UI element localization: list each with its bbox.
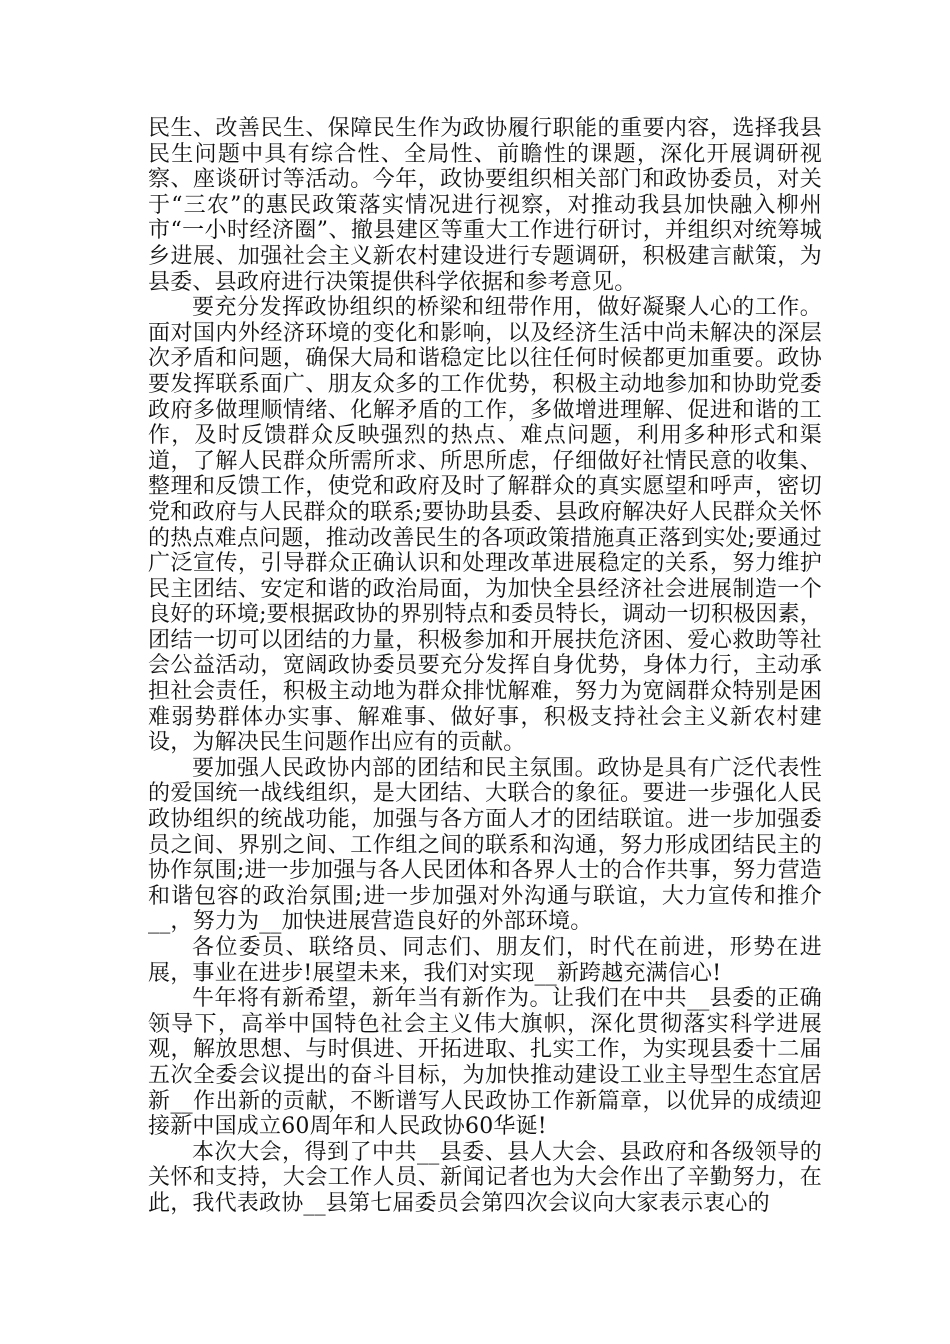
paragraph: 各位委员、联络员、同志们、朋友们，时代在前进，形势在进展，事业在进步!展望未来，我们对实现__新跨越充满信心! bbox=[148, 935, 822, 986]
paragraph: 要加强人民政协内部的团结和民主氛围。政协是具有广泛代表性的爱国统一战线组织，是大团结、大联合的象征。要进一步强化人民政协组织的统战功能，加强与各方面人才的团结联谊。进一步加强委员之间、界别之间、工作组之间的联系和沟通，努力形成团结民主的协作氛围;进一步加强与各人民团体和各界人士的合作共事，努力营造和谐包容的政治氛围;进一步加强对外沟通与联谊，大力宣传和推介__，努力为__加快进展营造良好的外部环境。 bbox=[148, 755, 822, 935]
paragraph-continued: 民生、改善民生、保障民生作为政协履行职能的重要内容，选择我县民生问题中具有综合性、全局性、前瞻性的课题，深化开展调研视察、座谈研讨等活动。今年，政协要组织相关部门和政协委员，对关于“三农”的惠民政策落实情况进行视察，对推动我县加快融入柳州市“一小时经济圈”、撤县建区等重大工作进行研讨，并组织对统筹城乡进展、加强社会主义新农村建设进行专题调研，积极建言献策，为县委、县政府进行决策提供科学依据和参考意见。 bbox=[148, 116, 822, 295]
document-body bbox=[148, 116, 822, 1217]
paragraph: 本次大会，得到了中共__县委、县人大会、县政府和各级领导的关怀和支持，大会工作人员、新闻记者也为大会作出了辛勤努力，在此，我代表政协__县第七届委员会第四次会议向大家表示衷心的 bbox=[148, 1139, 822, 1216]
paragraph: 要充分发挥政协组织的桥梁和纽带作用，做好凝聚人心的工作。面对国内外经济环境的变化和影响，以及经济生活中尚未解决的深层次矛盾和问题，确保大局和谐稳定比以往任何时候都更加重要。政协要发挥联系面广、朋友众多的工作优势，积极主动地参加和协助党委政府多做理顺情绪、化解矛盾的工作，多做增进理解、促进和谐的工作，及时反馈群众反映强烈的热点、难点问题，利用多种形式和渠道，了解人民群众所需所求、所思所虑，仔细做好社情民意的收集、整理和反馈工作，使党和政府及时了解群众的真实愿望和呼声，密切党和政府与人民群众的联系;要协助县委、县政府解决好人民群众关怀的热点难点问题，推动改善民生的各项政策措施真正落到实处;要通过广泛宣传，引导群众正确认识和处理改革进展稳定的关系，努力维护民主团结、安定和谐的政治局面，为加快全县经济社会进展制造一个良好的环境;要根据政协的界别特点和委员特长，调动一切积极因素，团结一切可以团结的力量，积极参加和开展扶危济困、爱心救助等社会公益活动，宽阔政协委员要充分发挥自身优势，身体力行，主动承担社会责任，积极主动地为群众排忧解难，努力为宽阔群众特别是困难弱势群体办实事、解难事、做好事，积极支持社会主义新农村建设，为解决民生问题作出应有的贡献。 bbox=[148, 295, 822, 756]
paragraph: 牛年将有新希望，新年当有新作为。让我们在中共__县委的正确领导下，高举中国特色社会主义伟大旗帜，深化贯彻落实科学进展观，解放思想、与时俱进、开拓进取、扎实工作，为实现县委十二届五次全委会议提出的奋斗目标，为加快推动建设工业主导型生态宜居新__作出新的贡献，不断谱写人民政协工作新篇章，以优异的成绩迎接新中国成立60周年和人民政协60华诞! bbox=[148, 986, 822, 1140]
